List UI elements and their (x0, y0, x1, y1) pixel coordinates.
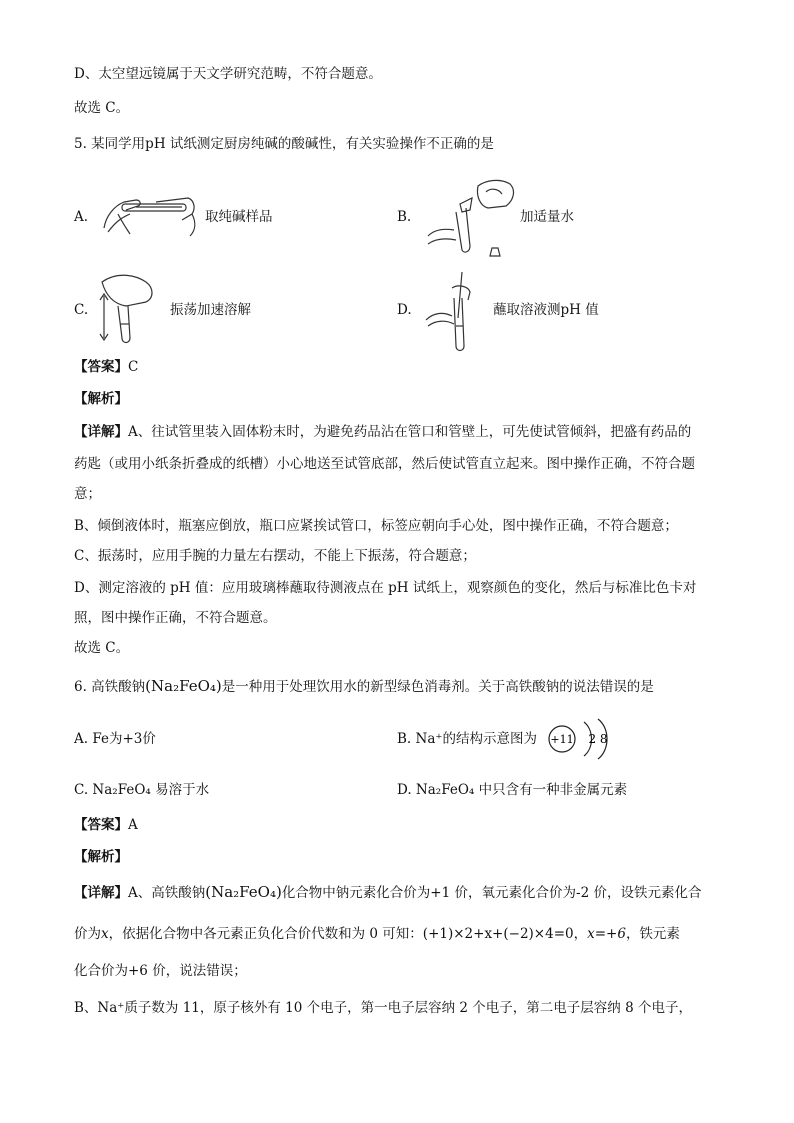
electron-shells: 2 8 (588, 732, 608, 746)
equation: (+1)×2+x+(−2)×4=0 (422, 926, 574, 942)
detail-5-line: 故选 C。 (74, 640, 130, 656)
detail-5-line: B、倾倒液体时，瓶塞应倒放，瓶口应紧挨试管口，标签应朝向手心处，图中操作正确，不符合题意； (74, 518, 678, 534)
detail-5-line: 照，图中操作正确，不符合题意。 (74, 610, 277, 626)
add-water-illustration (420, 176, 520, 260)
analysis-6-tag: 【解析】 (74, 849, 128, 865)
detail-5-line: D、测定溶液的 pH 值：应用玻璃棒蘸取待测液点在 pH 试纸上，观察颜色的变化，然后与标准比色卡对 (74, 580, 697, 596)
detail-5-line: 药匙（或用小纸条折叠成的纸槽）小心地送至试管底部，然后使试管直立起来。图中操作正确，不符合题 (74, 456, 695, 472)
q6-option-c: C. Na₂FeO₄ 易溶于水 (74, 782, 210, 798)
option-a-letter: A. (74, 209, 89, 225)
detail-5-line: C、振荡时，应用手腕的力量左右摆动，不能上下振荡，符合题意； (74, 548, 476, 564)
detail-text: A、高铁酸钠 (128, 885, 206, 901)
detail-tag: 【详解】 (74, 424, 128, 440)
text-line: D、太空望远镜属于天文学研究范畴，不符合题意。 (74, 66, 382, 82)
answer-value: C (128, 359, 139, 375)
answer-6 (74, 815, 138, 835)
q6-option-a: A. Fe为+3价 (74, 731, 156, 747)
option-c-letter: C. (74, 302, 89, 318)
detail-6-line: 化合价为+6 价，说法错误； (74, 963, 247, 979)
variable-x: x (101, 926, 109, 942)
question-6-stem (74, 676, 654, 697)
measure-ph-illustration (422, 268, 494, 354)
detail-text: 化合物中钠元素化合价为+1 价，氧元素化合价为-2 价，设铁元素化合 (281, 885, 702, 901)
q6-option-b: B. Na⁺的结构示意图为 (397, 731, 537, 747)
detail-text: ，铁元素 (625, 926, 680, 942)
detail-5-line (74, 422, 691, 442)
detail-5-line: 意； (74, 486, 101, 502)
option-d-letter: D. (397, 302, 412, 318)
q6-option-d: D. Na₂FeO₄ 中只含有一种非金属元素 (397, 782, 628, 798)
equation-result: x=+6 (587, 926, 626, 942)
q6-formula: (Na₂FeO₄) (145, 677, 222, 695)
detail-text: ，依据化合物中各元素正负化合价代数和为 0 可知： (108, 926, 423, 942)
answer-value: A (128, 817, 138, 833)
formula: (Na₂FeO₄) (205, 883, 282, 901)
question-5-stem: 5. 某同学用pH 试纸测定厨房纯碱的酸碱性，有关实验操作不正确的是 (74, 136, 494, 152)
option-d-text: 蘸取溶液测pH 值 (493, 302, 599, 318)
detail-6-line (74, 882, 701, 903)
q6-post: 是一种用于处理饮用水的新型绿色消毒剂。关于高铁酸钠的说法错误的是 (221, 679, 654, 695)
detail-6-line: B、Na⁺质子数为 11，原子核外有 10 个电子，第一电子层容纳 2 个电子，第二电子层容纳 8 个电子， (74, 1000, 692, 1016)
option-c-text: 振荡加速溶解 (170, 302, 251, 318)
separator: ， (573, 926, 588, 942)
detail-tag: 【详解】 (74, 885, 128, 901)
detail-text: A、往试管里装入固体粉末时，为避免药品沾在管口和管壁上，可先使试管倾斜，把盛有药品的 (128, 424, 692, 440)
detail-text: 价为 (74, 926, 101, 942)
shake-dissolve-illustration (96, 268, 176, 346)
analysis-5-tag: 【解析】 (74, 391, 128, 407)
answer-tag: 【答案】 (74, 359, 128, 375)
option-b-letter: B. (397, 209, 412, 225)
text-line: 故选 C。 (74, 100, 130, 116)
nucleus-charge: +11 (550, 733, 574, 746)
answer-tag: 【答案】 (74, 817, 128, 833)
na-ion-structure-diagram (546, 716, 626, 762)
option-a-text: 取纯碱样品 (205, 209, 273, 225)
q6-pre: 6. 高铁酸钠 (74, 679, 146, 695)
option-b-text: 加适量水 (520, 209, 574, 225)
take-sample-illustration (96, 188, 202, 240)
detail-6-line (74, 924, 680, 944)
answer-5 (74, 357, 138, 377)
